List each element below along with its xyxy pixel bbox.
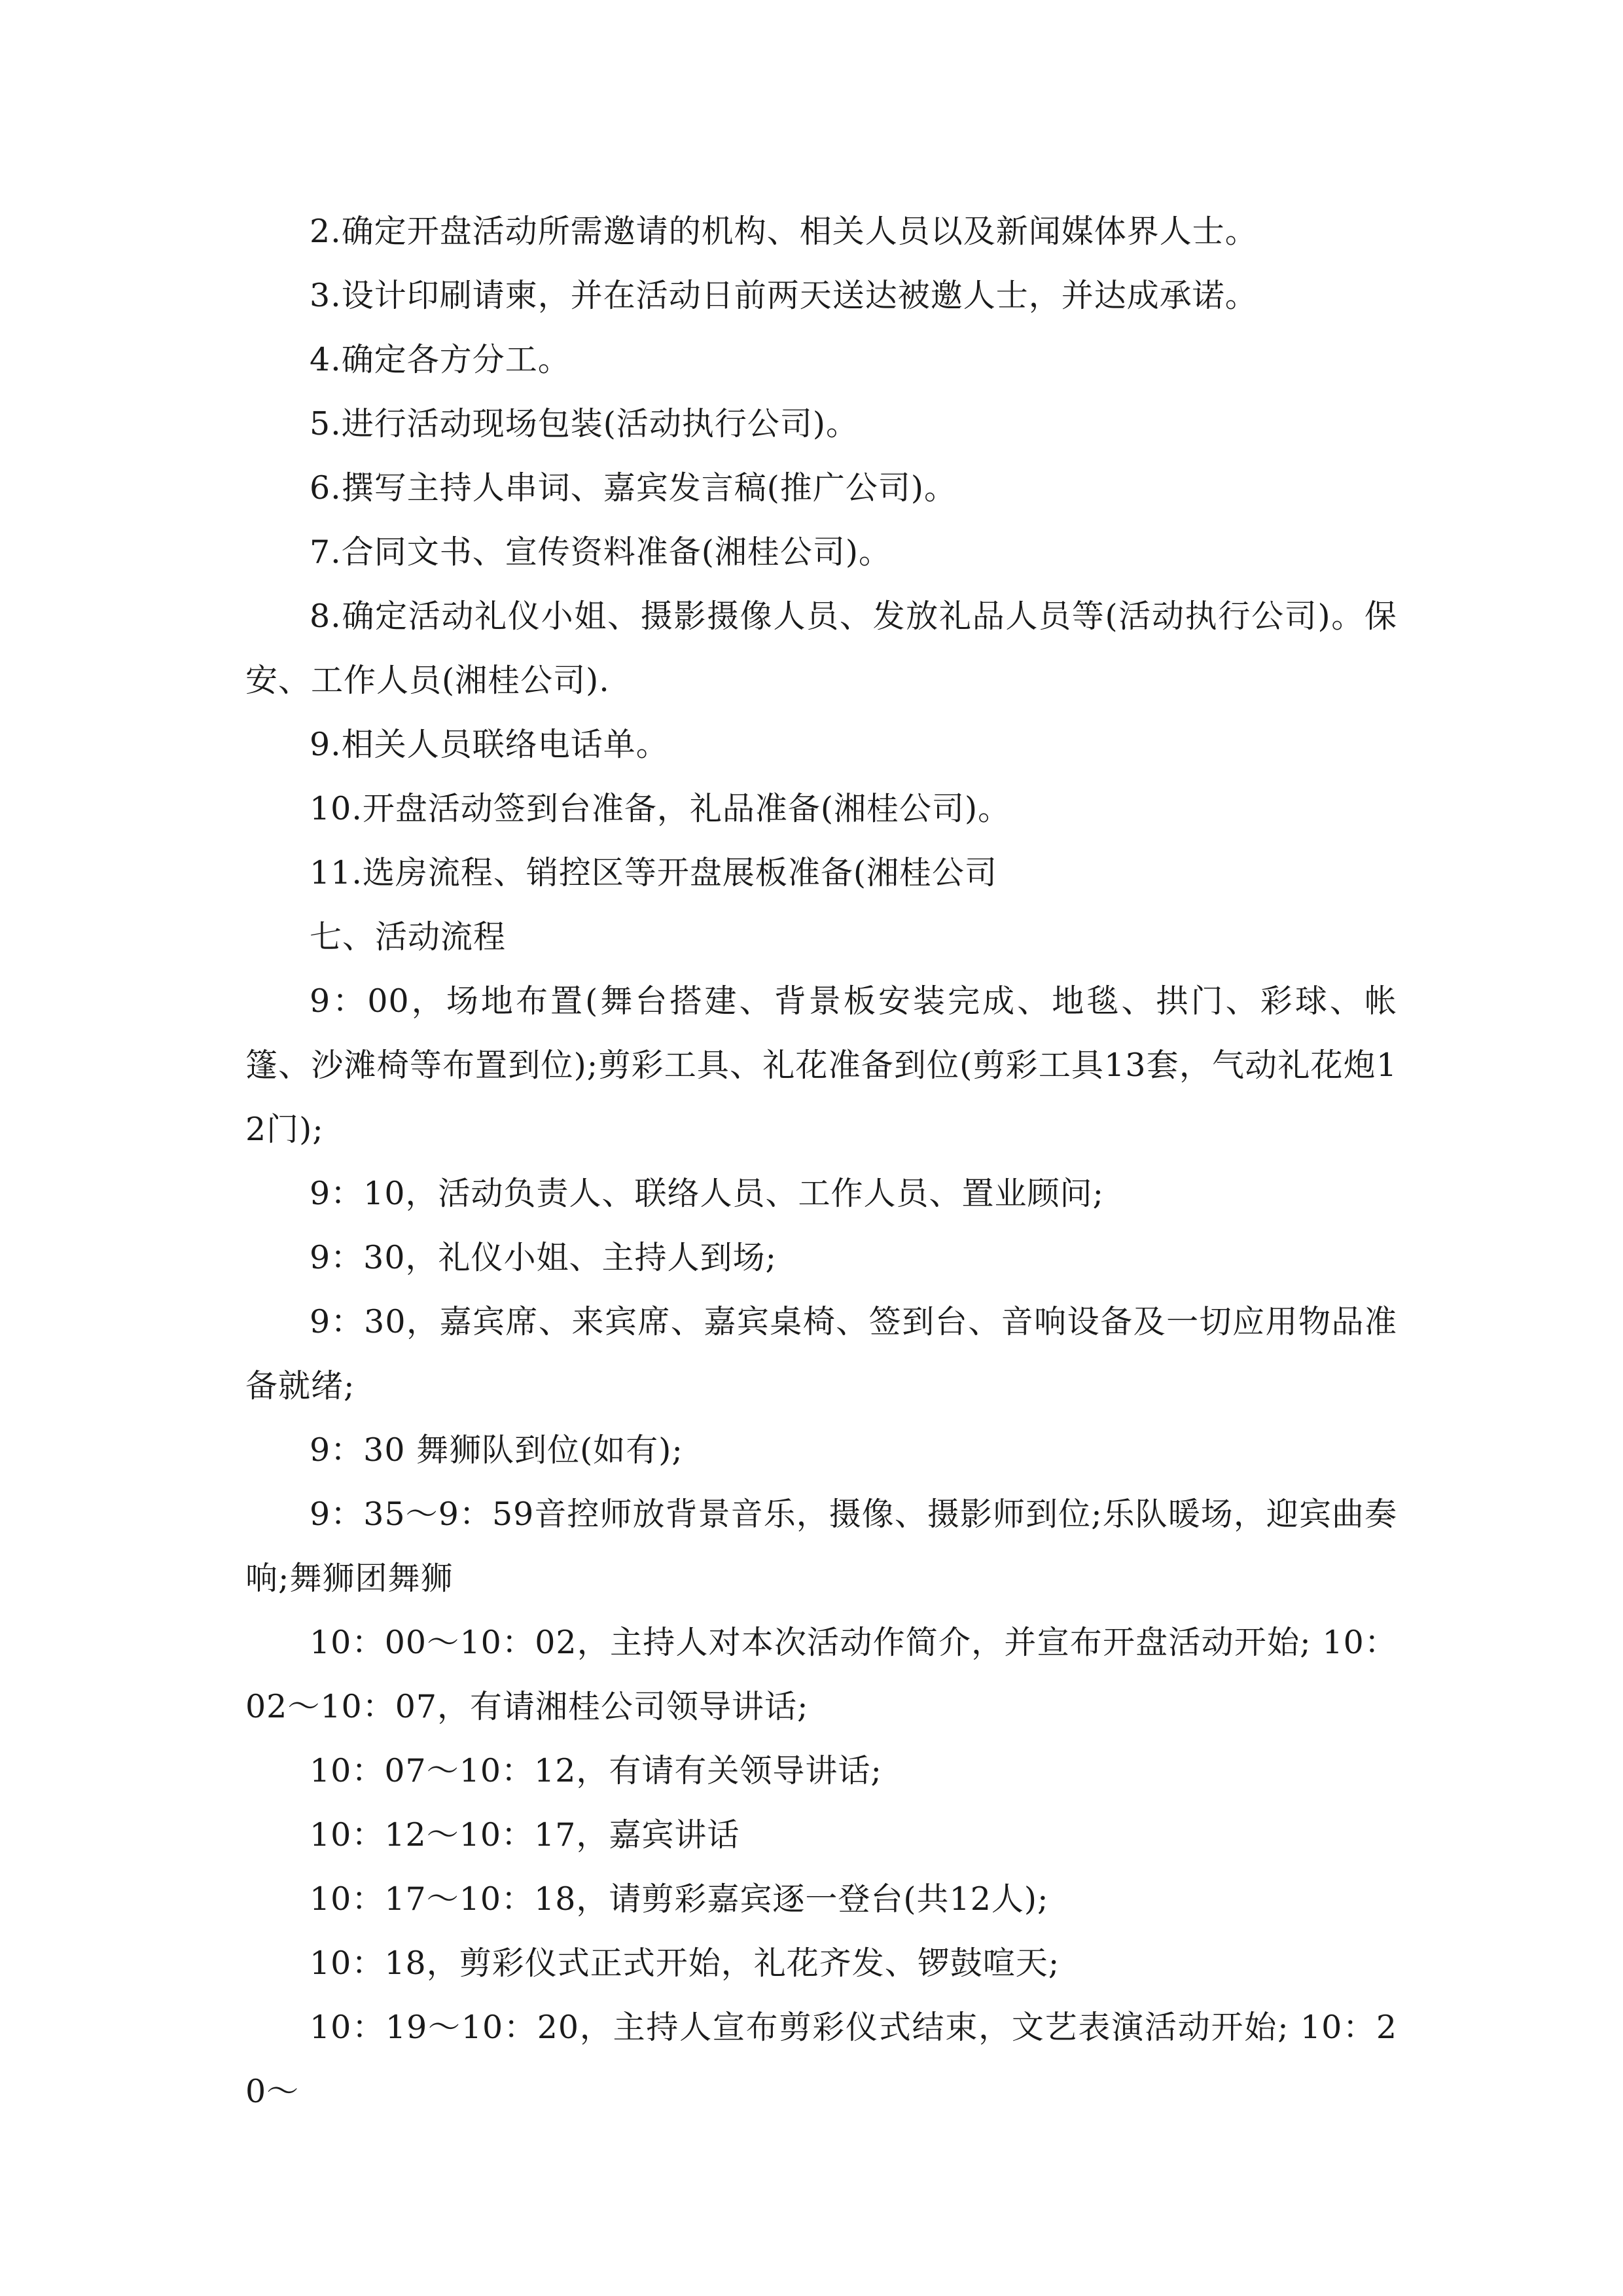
section-heading-event-flow: 七、活动流程 [310,918,507,956]
paragraph-invite-list: 2.确定开盘活动所需邀请的机构、相关人员以及新闻媒体界人士。 [310,213,1258,250]
paragraph-display-boards: 11.选房流程、销控区等开盘展板准备(湘桂公司 [310,854,998,891]
schedule-item: 9：35～9：59音控师放背景音乐，摄像、摄影师到位;乐队暖场，迎宾曲奏响;舞狮团舞狮 [245,1496,1397,1597]
schedule-item: 10：07～10：12，有请有关领导讲话; [310,1752,882,1789]
schedule-item: 9：30，礼仪小姐、主持人到场; [310,1239,777,1276]
paragraph-contract-materials: 7.合同文书、宣传资料准备(湘桂公司)。 [310,533,891,571]
paragraph-staffing: 8.确定活动礼仪小姐、摄影摄像人员、发放礼品人员等(活动执行公司)。保安、工作人员(湘桂公司). [245,598,1397,699]
schedule-item: 10：00～10：02，主持人对本次活动作简介，并宣布开盘活动开始; 10：02～10：07，有请湘桂公司领导讲话; [245,1624,1397,1725]
paragraph-site-decoration: 5.进行活动现场包装(活动执行公司)。 [310,405,859,442]
schedule-item: 9：00，场地布置(舞台搭建、背景板安装完成、地毯、拱门、彩球、帐篷、沙滩椅等布置到位);剪彩工具、礼花准备到位(剪彩工具13套，气动礼花炮12门); [245,982,1397,1148]
schedule-item: 10：18，剪彩仪式正式开始，礼花齐发、锣鼓喧天; [310,1945,1060,1982]
paragraph-signin-desk: 10.开盘活动签到台准备，礼品准备(湘桂公司)。 [310,790,1011,827]
document-body [245,200,1397,2124]
schedule-item: 9：30，嘉宾席、来宾席、嘉宾桌椅、签到台、音响设备及一切应用物品准备就绪; [245,1303,1397,1405]
paragraph-host-script: 6.撰写主持人串词、嘉宾发言稿(推广公司)。 [310,469,957,507]
paragraph-invitations: 3.设计印刷请柬，并在活动日前两天送达被邀人士，并达成承诺。 [310,277,1258,314]
paragraph-division-of-work: 4.确定各方分工。 [310,341,571,378]
schedule-item: 9：10，活动负责人、联络人员、工作人员、置业顾问; [310,1175,1105,1212]
schedule-item: 10：17～10：18，请剪彩嘉宾逐一登台(共12人); [310,1880,1049,1918]
schedule-item: 10：19～10：20，主持人宣布剪彩仪式结束，文艺表演活动开始; 10：20～ [245,2009,1397,2110]
schedule-item: 9：30 舞狮队到位(如有); [310,1431,683,1469]
schedule-item: 10：12～10：17，嘉宾讲话 [310,1816,740,1854]
paragraph-contact-list: 9.相关人员联络电话单。 [310,726,669,763]
